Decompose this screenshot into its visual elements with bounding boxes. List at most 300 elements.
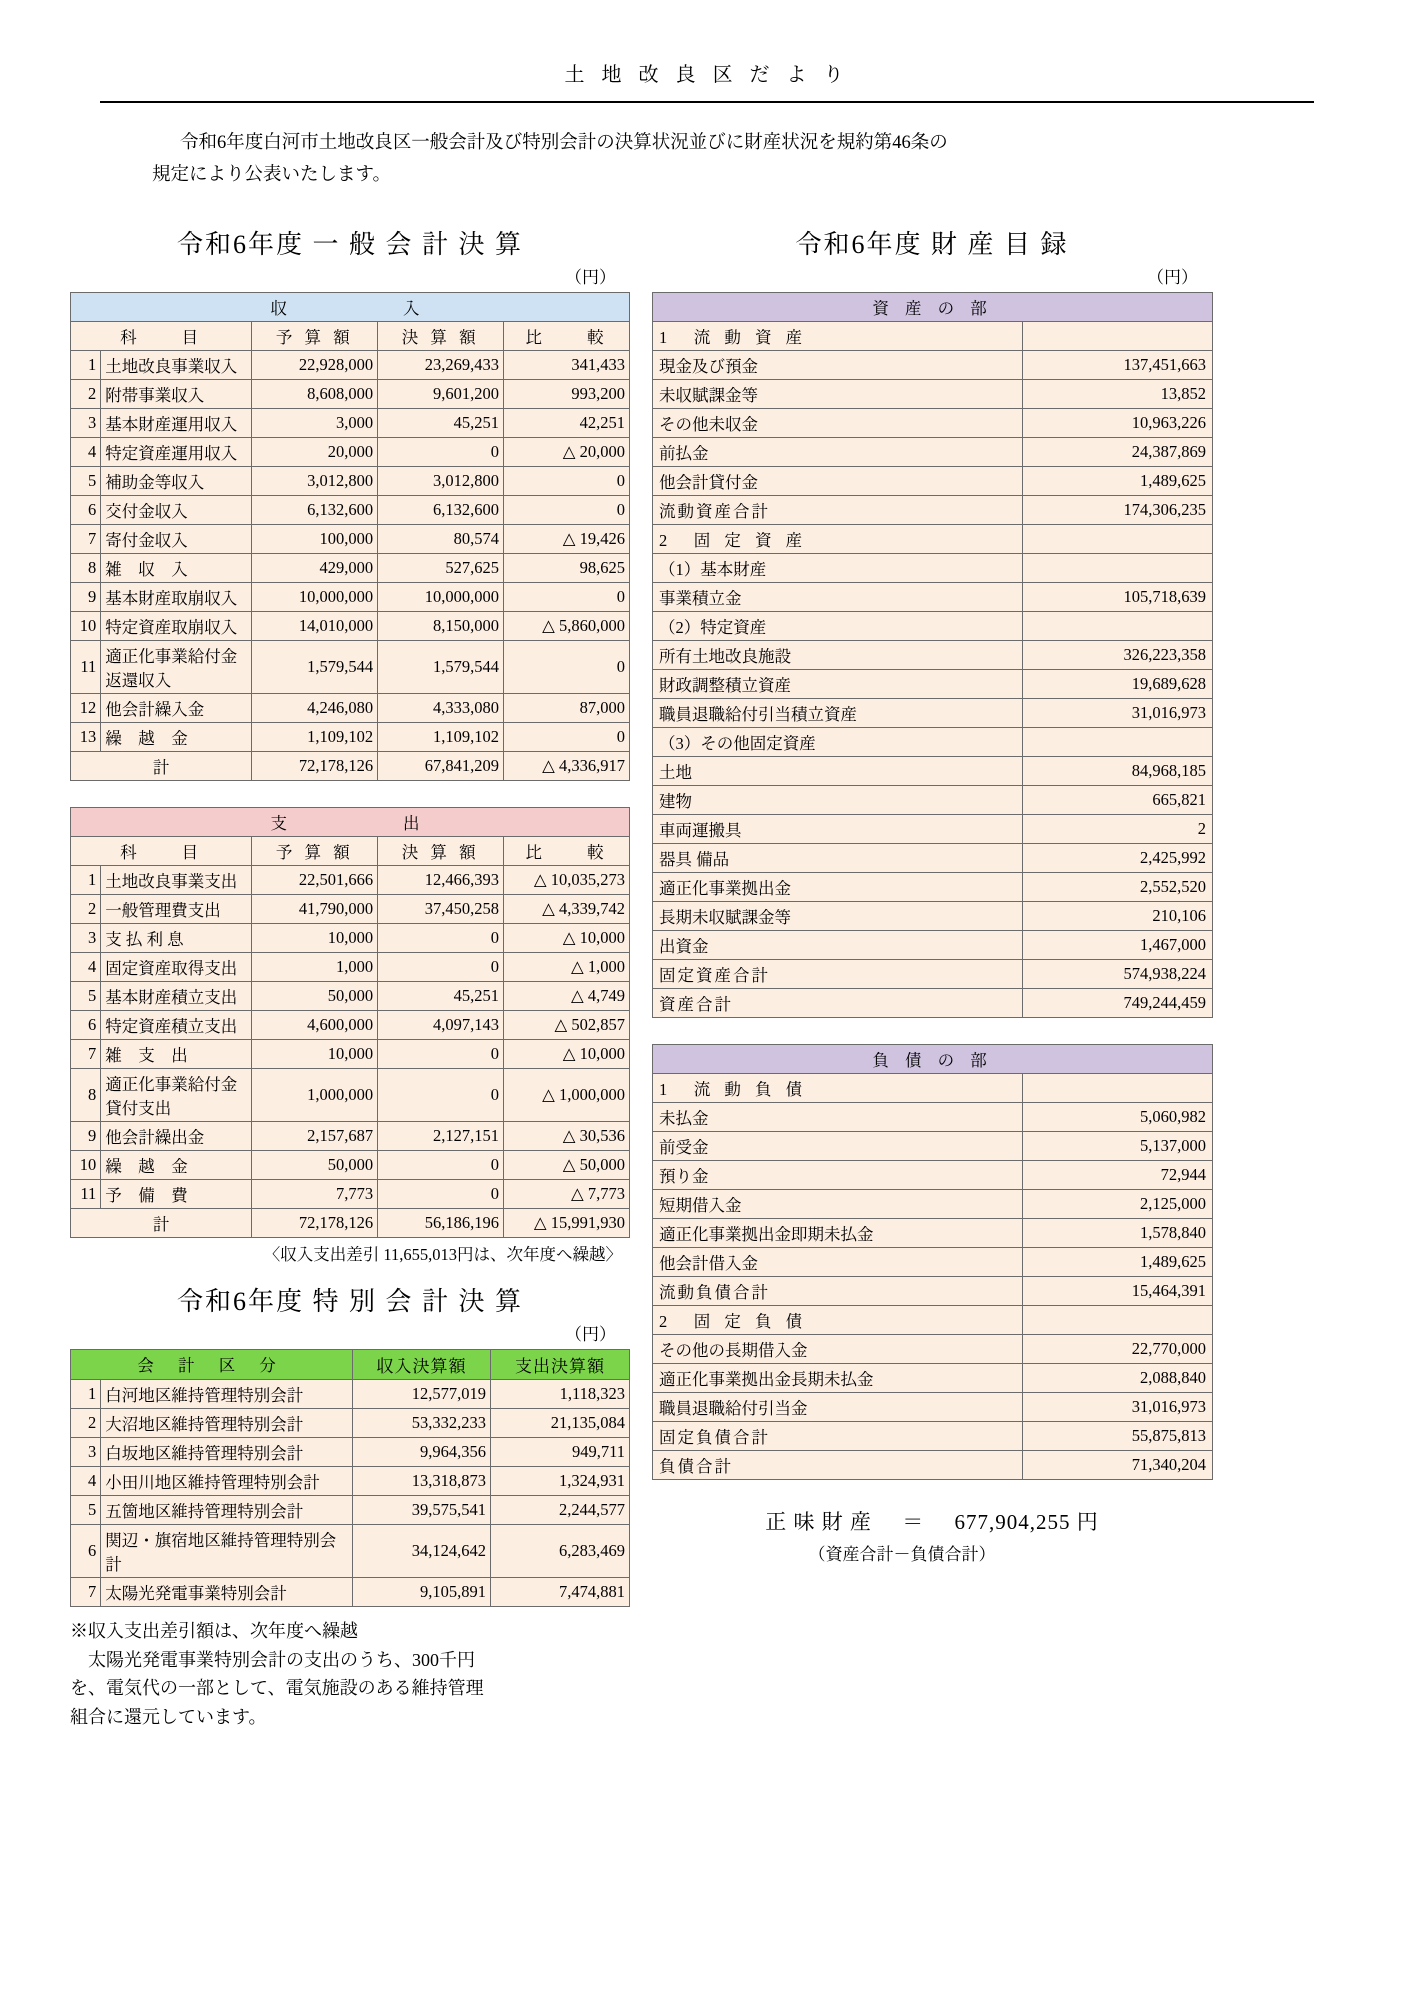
row-label: （2）特定資産 xyxy=(653,611,1023,640)
row-budget: 50,000 xyxy=(252,1150,378,1179)
row-label: 繰 越 金 xyxy=(101,1150,252,1179)
table-row xyxy=(653,1189,1213,1218)
intro-paragraph xyxy=(40,127,1374,192)
row-index: 6 xyxy=(71,1524,101,1577)
row-expense: 1,118,323 xyxy=(490,1379,629,1408)
row-budget: 7,773 xyxy=(252,1179,378,1208)
row-diff: 993,200 xyxy=(504,379,630,408)
row-settled: 0 xyxy=(378,1068,504,1121)
row-diff: 0 xyxy=(504,582,630,611)
row-budget: 50,000 xyxy=(252,981,378,1010)
total-label: 計 xyxy=(71,751,252,780)
row-expense: 7,474,881 xyxy=(490,1577,629,1606)
net-assets-label: 正 味 財 産 xyxy=(765,1509,872,1534)
row-index: 10 xyxy=(71,611,101,640)
table-row xyxy=(71,582,630,611)
table-row xyxy=(653,495,1213,524)
table-row xyxy=(653,930,1213,959)
row-value: 326,223,358 xyxy=(1023,640,1213,669)
expense-col-settled: 決 算 額 xyxy=(378,836,504,865)
note-line-4: 組合に還元しています。 xyxy=(70,1707,267,1728)
row-diff: △ 30,536 xyxy=(504,1121,630,1150)
table-row xyxy=(653,727,1213,756)
row-index: 2 xyxy=(71,1408,101,1437)
row-label: 適正化事業拠出金即期未払金 xyxy=(653,1218,1023,1247)
table-row xyxy=(653,1218,1213,1247)
spacer-2 xyxy=(652,1018,1212,1044)
row-index: 9 xyxy=(71,1121,101,1150)
table-row xyxy=(71,611,630,640)
row-value: 665,821 xyxy=(1023,785,1213,814)
row-diff: △ 1,000 xyxy=(504,952,630,981)
row-budget: 3,000 xyxy=(252,408,378,437)
row-settled: 0 xyxy=(378,952,504,981)
row-index: 3 xyxy=(71,408,101,437)
net-assets-line xyxy=(652,1506,1212,1536)
row-label: 繰 越 金 xyxy=(101,722,252,751)
equals-sign: ＝ xyxy=(902,1509,925,1534)
row-label: 雑 収 入 xyxy=(101,553,252,582)
row-label: 適正化事業拠出金 xyxy=(653,872,1023,901)
row-value: 105,718,639 xyxy=(1023,582,1213,611)
table-row xyxy=(71,693,630,722)
row-label: 2 固 定 負 債 xyxy=(653,1305,1023,1334)
table-row xyxy=(71,1437,630,1466)
row-label: 附帯事業収入 xyxy=(101,379,252,408)
net-assets-formula: （資産合計－負債合計） xyxy=(808,1544,996,1564)
table-row xyxy=(653,1073,1213,1102)
special-account-table xyxy=(70,1349,630,1607)
row-budget: 1,000 xyxy=(252,952,378,981)
row-index: 4 xyxy=(71,952,101,981)
total-budget: 72,178,126 xyxy=(252,751,378,780)
row-value: 31,016,973 xyxy=(1023,698,1213,727)
row-settled: 9,601,200 xyxy=(378,379,504,408)
table-row xyxy=(71,1010,630,1039)
row-settled: 1,579,544 xyxy=(378,640,504,693)
row-budget: 4,246,080 xyxy=(252,693,378,722)
row-label: （1）基本財産 xyxy=(653,553,1023,582)
expense-band: 支 出 xyxy=(71,807,630,836)
assets-total-row xyxy=(653,988,1213,1017)
row-diff: 0 xyxy=(504,466,630,495)
row-settled: 37,450,258 xyxy=(378,894,504,923)
row-label: 五箇地区維持管理特別会計 xyxy=(101,1495,353,1524)
row-index: 4 xyxy=(71,1466,101,1495)
row-budget: 10,000 xyxy=(252,1039,378,1068)
row-settled: 80,574 xyxy=(378,524,504,553)
row-label: 2 固 定 資 産 xyxy=(653,524,1023,553)
table-row xyxy=(71,1495,630,1524)
row-label: 他会計借入金 xyxy=(653,1247,1023,1276)
total-label: 資産合計 xyxy=(653,988,1023,1017)
row-index: 12 xyxy=(71,693,101,722)
row-settled: 6,132,600 xyxy=(378,495,504,524)
table-row xyxy=(653,640,1213,669)
liabilities-band-row xyxy=(653,1044,1213,1073)
row-settled: 0 xyxy=(378,1039,504,1068)
row-index: 9 xyxy=(71,582,101,611)
row-value: 210,106 xyxy=(1023,901,1213,930)
table-row xyxy=(71,923,630,952)
row-index: 4 xyxy=(71,437,101,466)
table-row xyxy=(71,1379,630,1408)
table-row xyxy=(71,379,630,408)
row-expense: 1,324,931 xyxy=(490,1466,629,1495)
total-diff: △ 15,991,930 xyxy=(504,1208,630,1237)
row-expense: 6,283,469 xyxy=(490,1524,629,1577)
row-value: 2,088,840 xyxy=(1023,1363,1213,1392)
row-value: 2,425,992 xyxy=(1023,843,1213,872)
row-income: 13,318,873 xyxy=(353,1466,491,1495)
row-budget: 22,501,666 xyxy=(252,865,378,894)
row-index: 6 xyxy=(71,495,101,524)
page-title: 土 地 改 良 区 だ よ り xyxy=(564,64,850,86)
table-row xyxy=(71,1150,630,1179)
balance-note: 〈収入支出差引 11,655,013円は、次年度へ繰越〉 xyxy=(263,1244,622,1264)
table-row xyxy=(653,843,1213,872)
row-settled: 45,251 xyxy=(378,408,504,437)
special-account-notes xyxy=(70,1617,630,1732)
table-row xyxy=(653,785,1213,814)
row-index: 6 xyxy=(71,1010,101,1039)
table-row xyxy=(653,321,1213,350)
liabilities-table xyxy=(652,1044,1213,1480)
row-value: 31,016,973 xyxy=(1023,1392,1213,1421)
row-settled: 12,466,393 xyxy=(378,865,504,894)
row-label: 他会計繰出金 xyxy=(101,1121,252,1150)
table-row xyxy=(653,1392,1213,1421)
row-settled: 45,251 xyxy=(378,981,504,1010)
row-income: 12,577,019 xyxy=(353,1379,491,1408)
table-row xyxy=(653,524,1213,553)
row-label: 事業積立金 xyxy=(653,582,1023,611)
intro-line-2: 規定により公表いたします。 xyxy=(152,165,392,186)
row-index: 3 xyxy=(71,923,101,952)
row-index: 5 xyxy=(71,1495,101,1524)
special-account-unit: （円） xyxy=(565,1324,616,1344)
table-row xyxy=(653,582,1213,611)
row-label: 職員退職給付引当金 xyxy=(653,1392,1023,1421)
expense-col-name: 科 目 xyxy=(71,836,252,865)
row-label: 適正化事業給付金貸付支出 xyxy=(101,1068,252,1121)
row-label: 建物 xyxy=(653,785,1023,814)
row-value: 72,944 xyxy=(1023,1160,1213,1189)
table-row xyxy=(71,981,630,1010)
row-label: （3）その他固定資産 xyxy=(653,727,1023,756)
content-columns xyxy=(40,218,1374,1732)
row-value: 84,968,185 xyxy=(1023,756,1213,785)
row-value xyxy=(1023,1073,1213,1102)
table-row xyxy=(653,611,1213,640)
row-label: 職員退職給付引当積立資産 xyxy=(653,698,1023,727)
row-settled: 2,127,151 xyxy=(378,1121,504,1150)
row-budget: 8,608,000 xyxy=(252,379,378,408)
row-label: 1 流 動 資 産 xyxy=(653,321,1023,350)
row-value: 137,451,663 xyxy=(1023,350,1213,379)
row-value: 1,578,840 xyxy=(1023,1218,1213,1247)
row-diff: 0 xyxy=(504,640,630,693)
row-label: 他会計貸付金 xyxy=(653,466,1023,495)
income-total-row xyxy=(71,751,630,780)
row-value xyxy=(1023,553,1213,582)
special-col-division: 会 計 区 分 xyxy=(71,1349,353,1379)
spacer xyxy=(70,781,630,807)
row-label: 太陽光発電事業特別会計 xyxy=(101,1577,353,1606)
table-row xyxy=(71,952,630,981)
row-settled: 10,000,000 xyxy=(378,582,504,611)
income-col-diff: 比 較 xyxy=(504,321,630,350)
income-band-row xyxy=(71,292,630,321)
row-index: 1 xyxy=(71,350,101,379)
row-label: 長期未収賦課金等 xyxy=(653,901,1023,930)
row-index: 2 xyxy=(71,379,101,408)
row-settled: 0 xyxy=(378,1150,504,1179)
table-row xyxy=(653,1363,1213,1392)
row-label: 未払金 xyxy=(653,1102,1023,1131)
special-col-income: 収入決算額 xyxy=(353,1349,491,1379)
row-label: 所有土地改良施設 xyxy=(653,640,1023,669)
income-col-name: 科 目 xyxy=(71,321,252,350)
row-diff: △ 1,000,000 xyxy=(504,1068,630,1121)
row-settled: 0 xyxy=(378,923,504,952)
table-row xyxy=(71,1179,630,1208)
row-index: 8 xyxy=(71,553,101,582)
row-income: 9,964,356 xyxy=(353,1437,491,1466)
row-expense: 21,135,084 xyxy=(490,1408,629,1437)
row-label: その他未収金 xyxy=(653,408,1023,437)
table-row xyxy=(653,379,1213,408)
table-row xyxy=(653,872,1213,901)
intro-line-1: 令和6年度白河市土地改良区一般会計及び特別会計の決算状況並びに財産状況を規約第46条の xyxy=(180,133,948,153)
table-row xyxy=(71,1466,630,1495)
row-settled: 23,269,433 xyxy=(378,350,504,379)
table-row xyxy=(653,698,1213,727)
row-value: 174,306,235 xyxy=(1023,495,1213,524)
row-diff: 98,625 xyxy=(504,553,630,582)
row-label: 前払金 xyxy=(653,437,1023,466)
row-diff: 42,251 xyxy=(504,408,630,437)
row-index: 11 xyxy=(71,1179,101,1208)
row-budget: 41,790,000 xyxy=(252,894,378,923)
row-value: 13,852 xyxy=(1023,379,1213,408)
row-label: 基本財産運用収入 xyxy=(101,408,252,437)
row-budget: 1,109,102 xyxy=(252,722,378,751)
table-row xyxy=(653,466,1213,495)
row-income: 53,332,233 xyxy=(353,1408,491,1437)
row-index: 5 xyxy=(71,981,101,1010)
table-row xyxy=(653,901,1213,930)
table-row xyxy=(71,466,630,495)
row-value: 19,689,628 xyxy=(1023,669,1213,698)
liabilities-band: 負 債 の 部 xyxy=(653,1044,1213,1073)
row-settled: 8,150,000 xyxy=(378,611,504,640)
special-account-title: 令和6年度 特 別 会 計 決 算 xyxy=(176,1286,523,1316)
row-label: 未収賦課金等 xyxy=(653,379,1023,408)
row-value: 1,489,625 xyxy=(1023,466,1213,495)
row-expense: 949,711 xyxy=(490,1437,629,1466)
expense-band-row xyxy=(71,807,630,836)
row-diff: △ 4,339,742 xyxy=(504,894,630,923)
note-line-1: ※収入支出差引額は、次年度へ繰越 xyxy=(70,1620,358,1641)
row-index: 8 xyxy=(71,1068,101,1121)
row-budget: 100,000 xyxy=(252,524,378,553)
row-label: 予 備 費 xyxy=(101,1179,252,1208)
row-budget: 429,000 xyxy=(252,553,378,582)
expense-col-diff: 比 較 xyxy=(504,836,630,865)
row-label: 流動負債合計 xyxy=(653,1276,1023,1305)
row-label: 支 払 利 息 xyxy=(101,923,252,952)
row-label: 固定資産取得支出 xyxy=(101,952,252,981)
row-index: 5 xyxy=(71,466,101,495)
row-label: 基本財産取崩収入 xyxy=(101,582,252,611)
table-row xyxy=(653,669,1213,698)
row-label: 基本財産積立支出 xyxy=(101,981,252,1010)
table-row xyxy=(71,1577,630,1606)
row-value xyxy=(1023,1305,1213,1334)
table-row xyxy=(653,1102,1213,1131)
table-row xyxy=(653,959,1213,988)
row-label: 小田川地区維持管理特別会計 xyxy=(101,1466,353,1495)
total-budget: 72,178,126 xyxy=(252,1208,378,1237)
row-label: 特定資産運用収入 xyxy=(101,437,252,466)
row-settled: 1,109,102 xyxy=(378,722,504,751)
table-row xyxy=(71,408,630,437)
row-value: 24,387,869 xyxy=(1023,437,1213,466)
row-budget: 1,579,544 xyxy=(252,640,378,693)
row-label: 適正化事業給付金返還収入 xyxy=(101,640,252,693)
row-index: 7 xyxy=(71,1577,101,1606)
row-label: 土地 xyxy=(653,756,1023,785)
row-value: 2 xyxy=(1023,814,1213,843)
row-value: 2,552,520 xyxy=(1023,872,1213,901)
row-budget: 3,012,800 xyxy=(252,466,378,495)
row-diff: △ 502,857 xyxy=(504,1010,630,1039)
table-row xyxy=(653,437,1213,466)
row-label: 固定負債合計 xyxy=(653,1421,1023,1450)
row-income: 9,105,891 xyxy=(353,1577,491,1606)
row-index: 2 xyxy=(71,894,101,923)
row-label: 前受金 xyxy=(653,1131,1023,1160)
row-income: 39,575,541 xyxy=(353,1495,491,1524)
table-row xyxy=(653,553,1213,582)
row-diff: △ 19,426 xyxy=(504,524,630,553)
row-label: 雑 支 出 xyxy=(101,1039,252,1068)
table-row xyxy=(653,814,1213,843)
row-index: 3 xyxy=(71,1437,101,1466)
row-label: 一般管理費支出 xyxy=(101,894,252,923)
row-budget: 2,157,687 xyxy=(252,1121,378,1150)
table-row xyxy=(653,408,1213,437)
row-value: 22,770,000 xyxy=(1023,1334,1213,1363)
row-value: 1,467,000 xyxy=(1023,930,1213,959)
row-value xyxy=(1023,321,1213,350)
row-diff: 341,433 xyxy=(504,350,630,379)
special-header-row xyxy=(71,1349,630,1379)
row-budget: 1,000,000 xyxy=(252,1068,378,1121)
row-settled: 0 xyxy=(378,437,504,466)
row-index: 10 xyxy=(71,1150,101,1179)
row-value: 5,060,982 xyxy=(1023,1102,1213,1131)
row-label: 車両運搬具 xyxy=(653,814,1023,843)
row-label: 土地改良事業収入 xyxy=(101,350,252,379)
table-row xyxy=(71,640,630,693)
table-row xyxy=(71,894,630,923)
expense-table xyxy=(70,807,630,1238)
table-row xyxy=(653,1160,1213,1189)
total-settled: 67,841,209 xyxy=(378,751,504,780)
property-list-unit: （円） xyxy=(1147,267,1198,287)
row-diff: 0 xyxy=(504,722,630,751)
row-label: 白河地区維持管理特別会計 xyxy=(101,1379,353,1408)
row-value: 55,875,813 xyxy=(1023,1421,1213,1450)
expense-total-row xyxy=(71,1208,630,1237)
total-label: 負債合計 xyxy=(653,1450,1023,1479)
row-label: 土地改良事業支出 xyxy=(101,865,252,894)
row-budget: 6,132,600 xyxy=(252,495,378,524)
expense-col-budget: 予 算 額 xyxy=(252,836,378,865)
row-income: 34,124,642 xyxy=(353,1524,491,1577)
row-index: 7 xyxy=(71,1039,101,1068)
row-settled: 4,097,143 xyxy=(378,1010,504,1039)
row-diff: △ 10,035,273 xyxy=(504,865,630,894)
row-label: 1 流 動 負 債 xyxy=(653,1073,1023,1102)
row-value: 15,464,391 xyxy=(1023,1276,1213,1305)
row-value xyxy=(1023,727,1213,756)
income-col-settled: 決 算 額 xyxy=(378,321,504,350)
row-settled: 3,012,800 xyxy=(378,466,504,495)
row-label: 器具 備品 xyxy=(653,843,1023,872)
row-diff: 87,000 xyxy=(504,693,630,722)
row-value: 1,489,625 xyxy=(1023,1247,1213,1276)
property-list-title: 令和6年度 財 産 目 録 xyxy=(795,229,1069,259)
table-row xyxy=(71,722,630,751)
total-value: 71,340,204 xyxy=(1023,1450,1213,1479)
row-diff: △ 50,000 xyxy=(504,1150,630,1179)
row-label: 寄付金収入 xyxy=(101,524,252,553)
row-label: その他の長期借入金 xyxy=(653,1334,1023,1363)
row-label: 大沼地区維持管理特別会計 xyxy=(101,1408,353,1437)
income-band: 収 入 xyxy=(71,292,630,321)
table-row xyxy=(71,1524,630,1577)
row-label: 預り金 xyxy=(653,1160,1023,1189)
table-row xyxy=(71,1068,630,1121)
row-diff: △ 4,749 xyxy=(504,981,630,1010)
table-row xyxy=(653,350,1213,379)
row-value xyxy=(1023,611,1213,640)
row-diff: 0 xyxy=(504,495,630,524)
table-row xyxy=(71,1408,630,1437)
row-label: 補助金等収入 xyxy=(101,466,252,495)
assets-table xyxy=(652,292,1213,1018)
income-col-budget: 予 算 額 xyxy=(252,321,378,350)
table-row xyxy=(653,1334,1213,1363)
row-budget: 20,000 xyxy=(252,437,378,466)
table-row xyxy=(653,1247,1213,1276)
income-header-row xyxy=(71,321,630,350)
row-index: 1 xyxy=(71,865,101,894)
row-index: 1 xyxy=(71,1379,101,1408)
row-label: 固定資産合計 xyxy=(653,959,1023,988)
row-value: 574,938,224 xyxy=(1023,959,1213,988)
total-diff: △ 4,336,917 xyxy=(504,751,630,780)
table-row xyxy=(71,495,630,524)
row-settled: 527,625 xyxy=(378,553,504,582)
row-label: 短期借入金 xyxy=(653,1189,1023,1218)
row-diff: △ 20,000 xyxy=(504,437,630,466)
row-diff: △ 10,000 xyxy=(504,923,630,952)
row-index: 13 xyxy=(71,722,101,751)
